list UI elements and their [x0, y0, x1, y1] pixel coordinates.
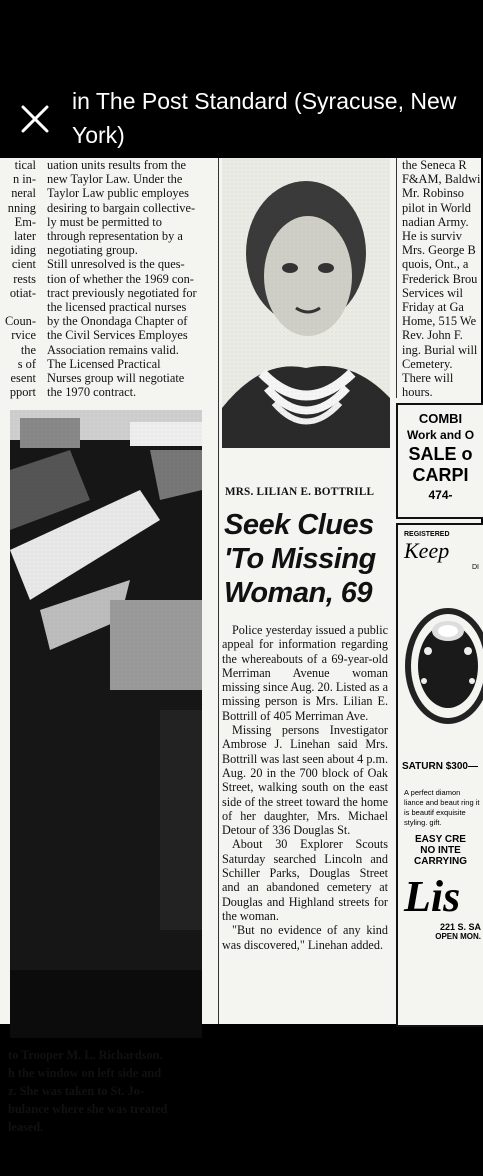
ad-line: SALE o [408, 444, 473, 464]
text-line: desiring to bargain collective- [47, 200, 196, 215]
text-line: quois, Ont., a [402, 257, 469, 272]
caption-line: leased. [8, 1120, 44, 1134]
text-line: n in- [12, 172, 36, 187]
portrait-photo [222, 158, 390, 448]
carpet-ad [396, 403, 483, 519]
text-line: s of [17, 356, 36, 371]
store-address: 221 S. SA [439, 922, 481, 932]
text-line: hours. [402, 385, 433, 400]
text-line: pport [9, 385, 36, 400]
text-line: Cemetery. [402, 356, 453, 371]
text-line: rests [13, 271, 36, 286]
text-line: nning [7, 200, 36, 215]
ad-brand: Keep [404, 538, 450, 563]
text-line: pilot in World [402, 200, 471, 215]
text-line: Rev. John F. [402, 328, 463, 343]
story-headline: Seek Clues 'To Missing Woman, 69 [224, 509, 376, 609]
text-line: Mrs. George B [402, 243, 476, 258]
caption-line: z. She was taken to St. Jo- [8, 1084, 144, 1098]
ad-credit: EASY CRE [415, 834, 466, 845]
ad-brand-sub: DI [472, 564, 479, 571]
text-line: esent [10, 371, 36, 386]
column-divider [218, 158, 219, 1024]
text-line: new Taylor Law. Under the [47, 172, 183, 187]
text-line: neral [11, 186, 36, 201]
ad-credit: NO INTE [420, 845, 461, 856]
text-line: The Licensed Practical [47, 356, 161, 371]
jewelry-ad [396, 523, 483, 1027]
left-fragment-column [0, 158, 38, 398]
caption-line: bulance where she was treated [8, 1102, 168, 1116]
text-line: ing. Burial will [402, 342, 478, 357]
text-line: iding [10, 243, 36, 258]
story-paragraph: About 30 Explorer Scouts Saturday searched Lincoln and Schiller Parks, Douglas Street and an abandoned cemetery at Douglas and Highland streets for the woman. [222, 837, 388, 923]
text-line [0, 300, 36, 314]
text-line: Em- [14, 214, 36, 229]
text-line: Taylor Law public employes [47, 186, 189, 201]
text-line: He is surviv [402, 229, 462, 244]
column-divider [396, 158, 397, 398]
text-line: Services wil [402, 285, 463, 300]
text-line: the Civil Services Employes [47, 328, 188, 343]
text-line: There will [402, 371, 454, 386]
newspaper-clipping [0, 158, 481, 1134]
store-logo: Lis [404, 872, 461, 921]
text-line: cient [11, 257, 36, 272]
text-line: otiat- [9, 285, 36, 300]
text-line: ly must be permitted to [47, 214, 162, 229]
text-line: the licensed practical nurses [47, 300, 187, 315]
text-line: Nurses group will negotiate [47, 371, 185, 386]
ring-image [398, 571, 483, 761]
union-article-column [47, 158, 215, 398]
text-line: by the Onondaga Chapter of [47, 314, 188, 329]
text-line: nadian Army. [402, 214, 469, 229]
ad-line: Work and O [406, 428, 475, 442]
portrait-caption: MRS. LILIAN E. BOTTRILL [225, 486, 375, 498]
text-line: rvice [11, 328, 36, 343]
text-line: through representation by a [47, 229, 183, 244]
text-line: later [13, 229, 36, 244]
viewer-title: in The Post Standard (Syracuse, New York) [72, 88, 457, 148]
text-line: Frederick Brou [402, 271, 478, 286]
text-line: Mr. Robinso [402, 186, 464, 201]
caption-line: to Trooper M. L. Richardson. [8, 1048, 163, 1062]
text-line: Home, 515 We [402, 314, 477, 329]
text-line: Association remains valid. [47, 342, 179, 357]
story-paragraph: Missing persons Investigator Ambrose J. Linehan said Mrs. Bottrill was last seen about 4 p.m. Aug. 20 in the 700 block of Oak Street, walking south on the east side of the street toward the home of her daughter, Mrs. Michael Detour of 336 Douglas St. [222, 723, 388, 838]
story-body [222, 623, 388, 1023]
text-line: uation units results from the [47, 158, 187, 172]
store-hours: OPEN MON. [435, 932, 481, 941]
caption-line: h the window on left side and [8, 1066, 162, 1080]
close-icon [20, 104, 50, 134]
ad-line: CARPI [412, 465, 469, 485]
text-line: Coun- [5, 314, 36, 329]
accident-photo [10, 410, 202, 1038]
ad-credit: CARRYING [414, 856, 467, 867]
ad-line: COMBI [418, 411, 463, 426]
text-line: negotiating group. [47, 243, 138, 258]
close-button[interactable] [16, 100, 54, 138]
story-paragraph: "But no evidence of any kind was discovered," Linehan added. [222, 923, 388, 952]
text-line: tion of whether the 1969 con- [47, 271, 194, 286]
text-line: the 1970 contract. [47, 385, 137, 400]
ad-registered: REGISTERED [404, 531, 450, 538]
obituary-column [402, 158, 481, 398]
text-line: Friday at Ga [402, 300, 464, 315]
ad-line: 474- [428, 488, 453, 502]
text-line: F&AM, Baldwi [402, 172, 481, 187]
text-line: tract previously negotiated for [47, 285, 197, 300]
viewer-header [0, 0, 481, 158]
photo-caption [8, 1046, 204, 1176]
text-line: tical [14, 158, 36, 172]
ad-price: SATURN $300— [402, 761, 478, 772]
ad-description: A perfect diamon liance and beaut ring it is beautif exquisite styling. gift. [404, 788, 480, 827]
text-line: Still unresolved is the ques- [47, 257, 185, 272]
story-paragraph: Police yesterday issued a public appeal for information regarding the whereabouts of a 69-year-old Merriman Avenue woman missing since Aug. 20. Listed as a missing person is Mrs. Lilian E. Bottrill of 405 Merriman Ave. [222, 623, 388, 723]
text-line: the Seneca R [402, 158, 467, 172]
text-line: the [20, 342, 36, 357]
